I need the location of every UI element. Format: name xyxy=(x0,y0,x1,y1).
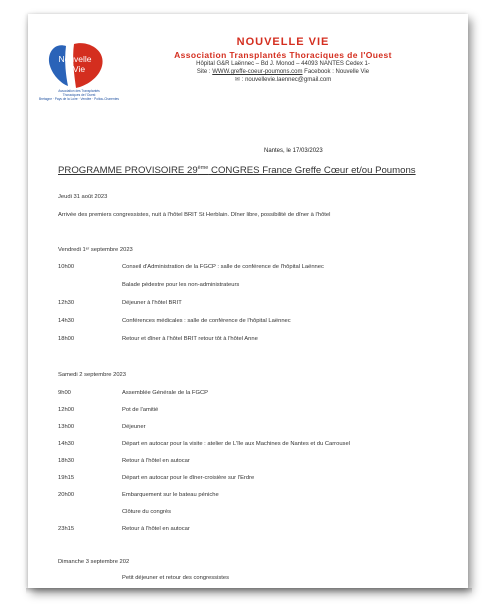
site-label: Site : xyxy=(196,69,211,75)
schedule-desc: Petit déjeuner et retour des congressistes xyxy=(122,575,229,581)
logo-caption-line1: Association des Transplantés xyxy=(58,89,100,93)
day-heading: Dimanche 3 septembre 202 xyxy=(58,559,130,565)
organization-header xyxy=(128,36,438,84)
schedule-time: 18h30 xyxy=(58,458,75,464)
email-text: : nouvellevie.laennec@gmail.com xyxy=(241,77,332,83)
day-heading: Vendredi 1ᵉʳ septembre 2023 xyxy=(58,247,133,253)
schedule-desc: Déjeuner à l'hôtel BRIT xyxy=(122,300,182,306)
schedule-time: 14h30 xyxy=(58,318,75,324)
schedule-desc: Assemblée Générale de la FGCP xyxy=(122,390,209,396)
logo-caption-line2: Thoraciques de l'Ouest xyxy=(62,92,96,97)
logo-text-1: Nouvelle xyxy=(58,54,92,64)
logo-caption xyxy=(38,90,120,101)
schedule-desc: Retour et dîner à l'hôtel BRIT retour tôt à l'hôtel Anne xyxy=(122,336,258,342)
schedule-desc: Embarquement sur le bateau péniche xyxy=(122,492,219,498)
document-date: Nantes, le 17/03/2023 xyxy=(264,148,323,154)
organization-title: NOUVELLE VIE xyxy=(236,36,330,48)
organization-address: Hôpital G&R Laënnec – Bd J. Monod – 44093 NANTES Cedex 1- xyxy=(196,61,370,67)
program-title xyxy=(58,165,458,176)
organization-web xyxy=(128,68,438,76)
program-title-part2: CONGRES France Greffe Cœur et/ou Poumons xyxy=(208,165,416,177)
organization-subtitle: Association Transplantés Thoraciques de l'Ouest xyxy=(174,50,392,60)
program-title-part1: PROGRAMME PROVISOIRE 29 xyxy=(58,165,198,177)
schedule-desc: Pot de l'amitié xyxy=(122,407,159,413)
heart-lungs-icon xyxy=(44,40,110,92)
program-title-sup: ème xyxy=(197,165,209,171)
page-shadow xyxy=(26,588,472,594)
schedule-time: 20h00 xyxy=(58,492,75,498)
logo-text-2: Vie xyxy=(72,64,86,74)
schedule-desc: Retour à l'hôtel en autocar xyxy=(122,526,190,532)
schedule-time: 10h00 xyxy=(58,264,75,270)
document-page xyxy=(28,14,468,588)
schedule-desc: Clôture du congrès xyxy=(122,509,171,515)
schedule-time: 18h00 xyxy=(58,336,75,342)
schedule-time: 9h00 xyxy=(58,390,71,396)
schedule-desc: Balade pédestre pour les non-administrateurs xyxy=(122,282,240,288)
schedule-desc: Conférences médicales : salle de conférence de l'hôpital Laënnec xyxy=(122,318,291,324)
day-heading: Jeudi 31 août 2023 xyxy=(58,194,108,200)
schedule-desc: Départ en autocar pour le dîner-croisière sur l'Erdre xyxy=(122,475,255,481)
schedule-time: 13h00 xyxy=(58,424,75,430)
logo-caption-line3: Bretagne · Pays de la Loire · Vendée · Poitou-Charentes xyxy=(39,96,119,101)
schedule-desc: Conseil d'Administration de la FGCP : salle de conférence de l'hôpital Laënnec xyxy=(122,264,324,270)
schedule-time: 12h00 xyxy=(58,407,75,413)
schedule-desc: Déjeuner xyxy=(122,424,146,430)
schedule-desc: Retour à l'hôtel en autocar xyxy=(122,458,190,464)
organization-email xyxy=(128,76,438,84)
association-logo xyxy=(38,40,119,104)
day-heading: Samedi 2 septembre 2023 xyxy=(58,372,126,378)
facebook-text: Facebook : Nouvelle Vie xyxy=(304,69,370,75)
schedule-time: 19h15 xyxy=(58,475,75,481)
schedule-time: 23h15 xyxy=(58,526,75,532)
schedule-desc: Départ en autocar pour la visite : atelier de L'île aux Machines de Nantes et du Carrousel xyxy=(122,441,350,447)
envelope-icon: ✉ xyxy=(234,77,240,83)
schedule-time: 12h30 xyxy=(58,300,75,306)
day-paragraph: Arrivée des premiers congressistes, nuit à l'hôtel BRIT St Herblain. Dîner libre, possibilité de dîner à l'hôtel xyxy=(58,212,331,218)
site-link[interactable]: WWW.greffe-coeur-poumons.com xyxy=(212,69,303,75)
schedule-time: 14h30 xyxy=(58,441,75,447)
